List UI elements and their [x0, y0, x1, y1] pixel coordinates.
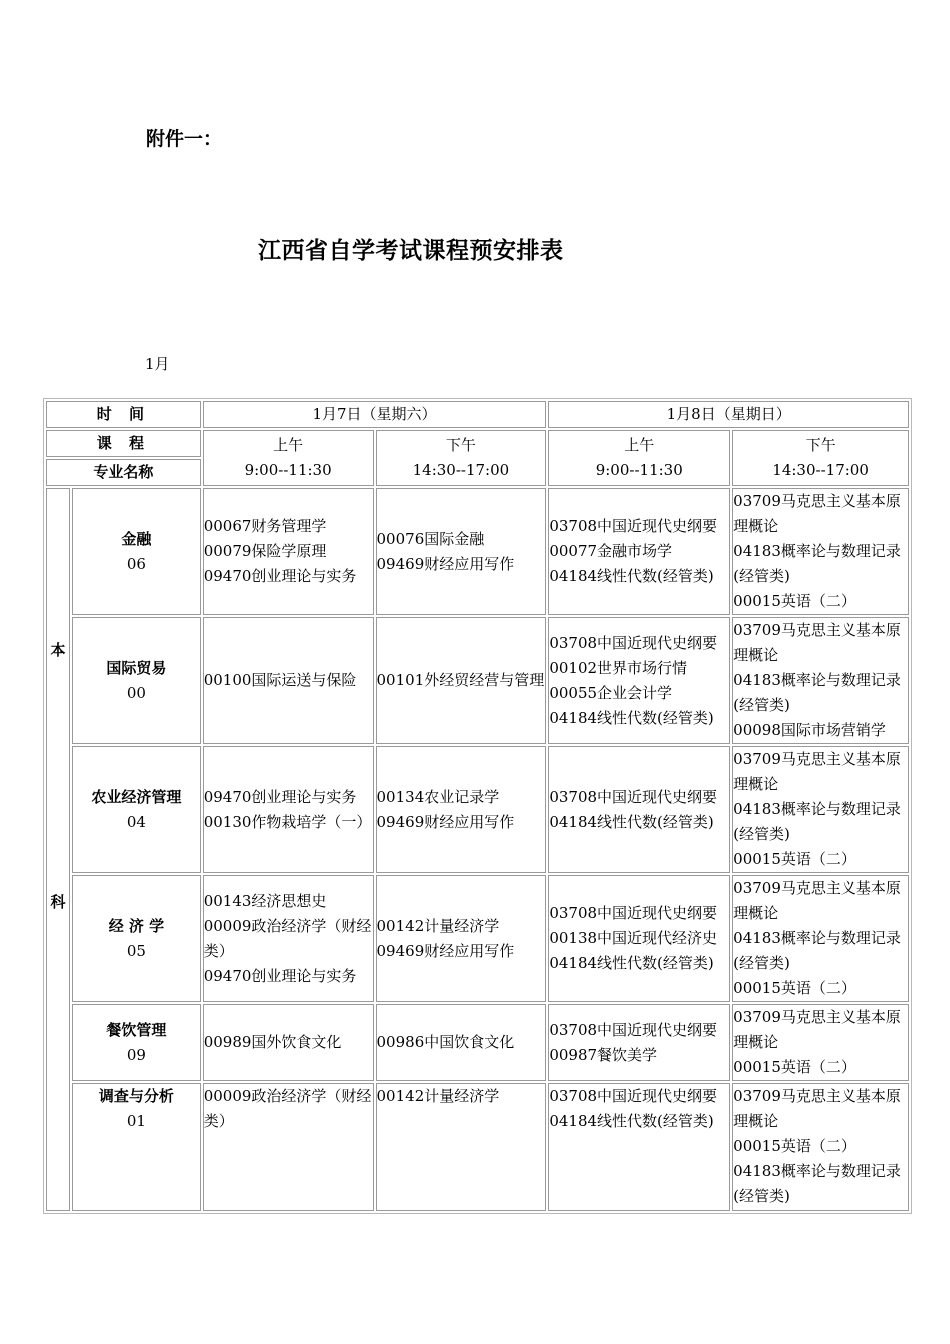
- course-entry: 04184线性代数(经管类): [549, 567, 714, 585]
- course-entry: 00009政治经济学（财经类）: [203, 916, 372, 960]
- degree-level-char: 科: [50, 892, 66, 911]
- course-entry: 09469财经应用写作: [376, 941, 515, 960]
- major-name: 金融: [121, 529, 152, 548]
- time-header: 时 间: [46, 401, 201, 428]
- table-row: [46, 617, 909, 744]
- course-entry: 00101外经贸经营与管理: [376, 671, 545, 689]
- table-row: [46, 488, 909, 615]
- major-code: 09: [126, 1045, 146, 1064]
- course-entry: 00138中国近现代经济史: [549, 929, 718, 947]
- course-entry: 09470创业理论与实务: [203, 787, 357, 806]
- major-code: 00: [126, 683, 146, 702]
- course-entry: 00015英语（二）: [733, 592, 856, 610]
- course-entry: 03709马克思主义基本原理概论: [733, 1087, 901, 1130]
- course-cell-d2pm: [732, 746, 909, 873]
- course-entry: 00015英语（二）: [733, 1058, 856, 1076]
- header-row-course: [46, 430, 909, 457]
- course-entry: 00077金融市场学: [549, 542, 673, 560]
- course-entry: 03708中国近现代史纲要: [549, 904, 718, 922]
- course-cell-d1am: [203, 875, 374, 1002]
- course-cell-d1am: [203, 746, 374, 873]
- course-entry: 03708中国近现代史纲要: [549, 1087, 718, 1105]
- course-entry: 00098国际市场营销学: [733, 721, 886, 739]
- course-cell-d2pm: [732, 617, 909, 744]
- major-cell: [72, 875, 201, 1002]
- course-entry: 03709马克思主义基本原理概论: [733, 1008, 901, 1051]
- course-entry: 03709马克思主义基本原理概论: [733, 621, 901, 664]
- course-entry: 03708中国近现代史纲要: [549, 787, 718, 806]
- pm-time: 14:30--17:00: [772, 461, 869, 479]
- course-cell-d1pm: [376, 1004, 547, 1081]
- course-entry: 09469财经应用写作: [376, 554, 515, 573]
- course-entry: 03709马克思主义基本原理概论: [733, 879, 901, 922]
- course-entry: 04183概率论与数理记录(经管类): [733, 671, 901, 714]
- course-entry: 03709马克思主义基本原理概论: [733, 492, 901, 535]
- table-row: [46, 746, 909, 873]
- am-label: 上午: [624, 436, 655, 454]
- page-title: 江西省自学考试课程预安排表: [258, 238, 564, 264]
- major-name: 国际贸易: [106, 658, 167, 677]
- major-cell: [72, 746, 201, 873]
- course-cell-d2am: [548, 746, 730, 873]
- course-cell-d1am: [203, 1004, 374, 1081]
- day1-am-header: [203, 430, 374, 486]
- course-cell-d2am: [548, 1004, 730, 1081]
- course-entry: 04184线性代数(经管类): [549, 812, 714, 831]
- course-entry: 00100国际运送与保险: [203, 671, 357, 689]
- course-entry: 00079保险学原理: [203, 542, 327, 560]
- course-cell-d1pm: [376, 1083, 547, 1211]
- course-entry: 00987餐饮美学: [549, 1045, 658, 1064]
- major-cell: [72, 488, 201, 615]
- course-cell-d2am: [548, 617, 730, 744]
- day2-header: 1月8日（星期日）: [548, 401, 909, 428]
- major-cell: [72, 1083, 201, 1211]
- major-code: 06: [126, 554, 146, 573]
- course-cell-d2pm: [732, 1004, 909, 1081]
- course-entry: 03708中国近现代史纲要: [549, 517, 718, 535]
- table-row: [46, 1083, 909, 1211]
- course-entry: 00009政治经济学（财经类）: [203, 1087, 372, 1130]
- course-cell-d1am: [203, 1083, 374, 1211]
- course-entry: 03708中国近现代史纲要: [549, 1020, 718, 1039]
- course-entry: 04183概率论与数理记录(经管类): [733, 800, 901, 843]
- major-header: 专业名称: [46, 459, 201, 486]
- major-name: 农业经济管理: [91, 787, 182, 806]
- course-cell-d1pm: [376, 746, 547, 873]
- course-cell-d2am: [548, 875, 730, 1002]
- course-entry: 09469财经应用写作: [376, 812, 515, 831]
- pm-time: 14:30--17:00: [412, 461, 510, 479]
- course-entry: 00067财务管理学: [203, 517, 327, 535]
- course-entry: 00986中国饮食文化: [376, 1033, 515, 1051]
- course-cell-d2pm: [732, 488, 909, 615]
- major-code: 05: [126, 941, 146, 960]
- course-entry: 00989国外饮食文化: [203, 1033, 342, 1051]
- am-label: 上午: [273, 436, 304, 454]
- major-name: 调查与分析: [98, 1087, 174, 1105]
- major-name: 经 济 学: [108, 916, 165, 935]
- course-cell-d1pm: [376, 488, 547, 615]
- course-entry: 00143经济思想史: [203, 891, 327, 910]
- pm-label: 下午: [805, 436, 836, 454]
- course-cell-d2pm: [732, 875, 909, 1002]
- course-entry: 04183概率论与数理记录(经管类): [733, 542, 901, 585]
- course-cell-d2am: [548, 488, 730, 615]
- attachment-label: 附件一：: [146, 128, 223, 150]
- header-row-time: [46, 401, 909, 428]
- course-entry: 00076国际金融: [376, 529, 485, 548]
- course-entry: 04184线性代数(经管类): [549, 1112, 714, 1130]
- course-cell-d1pm: [376, 617, 547, 744]
- major-code: 04: [126, 812, 146, 831]
- course-entry: 03709马克思主义基本原理概论: [733, 750, 901, 793]
- course-cell-d1pm: [376, 875, 547, 1002]
- major-cell: [72, 1004, 201, 1081]
- degree-level-cell: [46, 488, 70, 1211]
- course-cell-d2pm: [732, 1083, 909, 1211]
- course-entry: 00130作物栽培学（一）: [203, 812, 372, 831]
- course-entry: 00142计量经济学: [376, 1087, 500, 1105]
- course-entry: 00015英语（二）: [733, 1137, 856, 1155]
- day1-header: 1月7日（星期六）: [203, 401, 547, 428]
- course-cell-d1am: [203, 488, 374, 615]
- major-name: 餐饮管理: [106, 1020, 167, 1039]
- degree-level-char: 本: [50, 640, 66, 659]
- course-entry: 00055企业会计学: [549, 683, 673, 702]
- course-entry: 04183概率论与数理记录(经管类): [733, 1162, 901, 1205]
- am-time: 9:00--11:30: [244, 461, 332, 479]
- course-entry: 00015英语（二）: [733, 850, 856, 868]
- day2-pm-header: [732, 430, 909, 486]
- course-entry: 00134农业记录学: [376, 787, 500, 806]
- table-row: [46, 875, 909, 1002]
- course-entry: 04184线性代数(经管类): [549, 954, 714, 972]
- course-entry: 09470创业理论与实务: [203, 966, 357, 985]
- course-entry: 00015英语（二）: [733, 979, 856, 997]
- day2-am-header: [548, 430, 730, 486]
- course-entry: 04183概率论与数理记录(经管类): [733, 929, 901, 972]
- course-header: 课 程: [46, 430, 201, 457]
- course-entry: 09470创业理论与实务: [203, 567, 357, 585]
- course-entry: 04184线性代数(经管类): [549, 708, 714, 727]
- am-time: 9:00--11:30: [595, 461, 683, 479]
- day1-pm-header: [376, 430, 547, 486]
- major-cell: [72, 617, 201, 744]
- pm-label: 下午: [445, 436, 476, 454]
- major-code: 01: [126, 1112, 146, 1130]
- course-entry: 00102世界市场行情: [549, 658, 688, 677]
- course-entry: 03708中国近现代史纲要: [549, 633, 718, 652]
- table-row: [46, 1004, 909, 1081]
- course-cell-d2am: [548, 1083, 730, 1211]
- month-label: 1月: [145, 355, 170, 373]
- course-entry: 00142计量经济学: [376, 916, 500, 935]
- schedule-table: [43, 398, 912, 1214]
- course-cell-d1am: [203, 617, 374, 744]
